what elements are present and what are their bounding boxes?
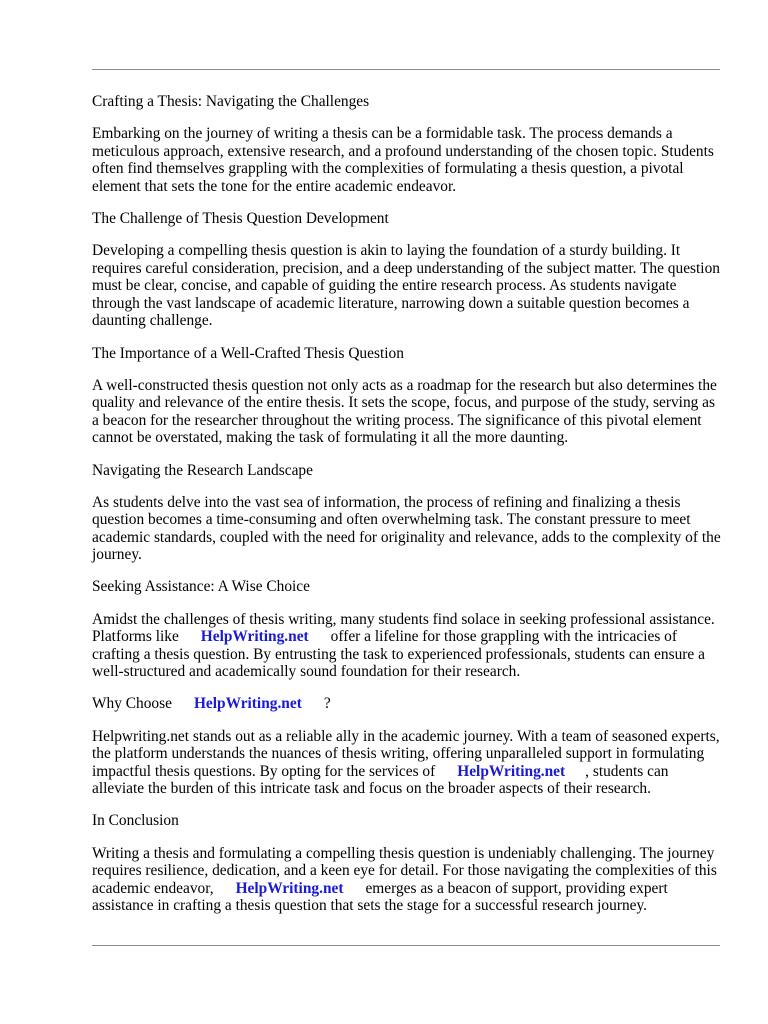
section-body-research: As students delve into the vast sea of information, the process of refining and finalizing a thesis question becomes a time-consuming and often overwhelming task. The constant pressure to meet academic standards, coupled with the need for originality and relevance, adds to the complexity of the journey. bbox=[92, 493, 721, 564]
section-heading-conclusion: In Conclusion bbox=[92, 812, 179, 830]
helpwriting-link[interactable]: HelpWriting.net bbox=[200, 628, 309, 646]
assistance-text-before: Amidst the challenges of thesis writing, many students find solace in seeking professional assistance. Platforms like bbox=[92, 610, 715, 646]
section-body-assistance bbox=[92, 611, 724, 681]
section-heading-research: Navigating the Research Landscape bbox=[92, 461, 313, 479]
document-title: Crafting a Thesis: Navigating the Challenges bbox=[92, 93, 370, 110]
why-choose-text-before: Helpwriting.net stands out as a reliable ally in the academic journey. With a team of seasoned experts, the platform understands the nuances of thesis writing, offering unparalleled support in formulating impactful thesis questions. By opting for the services of bbox=[92, 727, 720, 780]
section-heading-challenge: The Challenge of Thesis Question Development bbox=[92, 209, 389, 227]
conclusion-text-after: emerges as a beacon of support, providing expert assistance in crafting a thesis question that sets the stage for a successful research journey. bbox=[92, 879, 668, 915]
section-heading-assistance: Seeking Assistance: A Wise Choice bbox=[92, 578, 310, 596]
conclusion-text-before: Writing a thesis and formulating a compelling thesis question is undeniably challenging. The journey requires resilience, dedication, and a keen eye for detail. For those navigating the complexities of this academic endeavor, bbox=[92, 844, 717, 897]
section-body-importance: A well-constructed thesis question not only acts as a roadmap for the research but also determines the quality and relevance of the entire thesis. It sets the scope, focus, and purpose of the study, serving as a beacon for the researcher throughout the writing process. The significance of this pivotal element cannot be overstated, making the task of formulating it all the more daunting. bbox=[92, 376, 717, 447]
helpwriting-heading-link[interactable]: HelpWriting.net bbox=[193, 695, 302, 713]
section-body-challenge: Developing a compelling thesis question is akin to laying the foundation of a sturdy building. It requires careful consideration, precision, and a deep understanding of the subject matter. The question must be clear, concise, and capable of guiding the entire research process. As students navigate through the vast landscape of academic literature, narrowing down a suitable question becomes a daunting challenge. bbox=[92, 242, 720, 330]
document-body bbox=[92, 93, 724, 929]
assistance-text-after: offer a lifeline for those grappling with the intricacies of crafting a thesis question. By entrusting the task to experienced professionals, students can ensure a well-structured and academically sound foundation for their research. bbox=[92, 628, 705, 681]
section-body-conclusion bbox=[92, 845, 724, 915]
section-heading-importance: The Importance of a Well-Crafted Thesis Question bbox=[92, 344, 404, 362]
section-heading-why-choose bbox=[92, 695, 724, 713]
section-body-why-choose bbox=[92, 728, 724, 798]
helpwriting-conclusion-link[interactable]: HelpWriting.net bbox=[235, 879, 344, 897]
bottom-divider bbox=[92, 945, 720, 946]
intro-paragraph: Embarking on the journey of writing a thesis can be a formidable task. The process demands a meticulous approach, extensive research, and a profound understanding of the chosen topic. Students often find themselves grappling with the complexities of formulating a thesis question, a pivotal element that sets the tone for the entire academic endeavor. bbox=[92, 125, 714, 195]
top-divider bbox=[92, 69, 720, 70]
why-choose-text-after: , students can alleviate the burden of this intricate task and focus on the broader aspects of their research. bbox=[92, 762, 669, 798]
helpwriting-services-link[interactable]: HelpWriting.net bbox=[457, 762, 566, 780]
why-choose-text: Why Choose bbox=[92, 695, 172, 713]
why-choose-question-mark: ? bbox=[323, 695, 331, 713]
